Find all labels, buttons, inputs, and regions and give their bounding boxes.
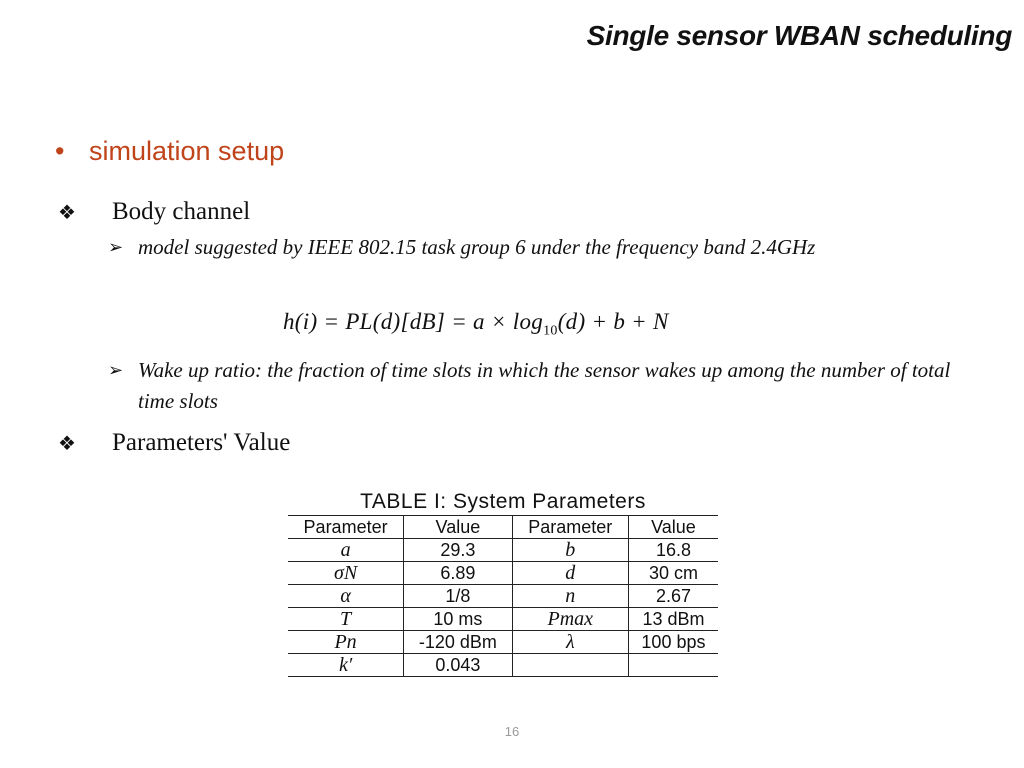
table-cell [628,654,718,677]
table-cell: 10 ms [404,608,512,631]
body-channel-point-1 [108,232,968,263]
table-cell: 0.043 [404,654,512,677]
table-row [288,562,718,585]
table-header-cell: Parameter [288,516,404,539]
parameters-table [288,490,718,677]
system-parameters-table [288,515,718,677]
table-cell: σN [288,562,404,585]
table-row [288,585,718,608]
table-cell: 13 dBm [628,608,718,631]
table-cell: Pn [288,631,404,654]
diamond-bullet-icon: ❖ [58,202,76,224]
table-row [288,608,718,631]
table-cell: α [288,585,404,608]
table-cell: -120 dBm [404,631,512,654]
arrow-bullet-icon: ➢ [108,360,124,380]
table-header-row [288,516,718,539]
diamond-bullet-icon: ❖ [58,433,76,455]
bullet-dot-icon: • [55,136,65,166]
table-cell: 29.3 [404,539,512,562]
table-caption: TABLE I: System Parameters [360,490,646,513]
path-loss-formula [283,309,669,340]
table-cell: 6.89 [404,562,512,585]
table-cell: a [288,539,404,562]
body-channel-heading [58,198,250,226]
formula-lhs: h(i) = PL(d)[dB] = a × log [283,309,544,334]
table-cell: 1/8 [404,585,512,608]
body-channel-point-2-text: Wake up ratio: the fraction of time slots in which the sensor wakes up among the number of total time slots [138,358,951,413]
section-bullet-label: simulation setup [89,136,285,166]
formula-subscript: 10 [543,323,558,339]
table-header-cell: Value [404,516,512,539]
table-cell: 2.67 [628,585,718,608]
page-number: 16 [504,724,520,739]
table-cell [512,654,628,677]
table-row [288,631,718,654]
table-cell: 16.8 [628,539,718,562]
table-cell: 100 bps [628,631,718,654]
arrow-bullet-icon: ➢ [108,237,124,257]
table-cell: b [512,539,628,562]
table-row [288,539,718,562]
table-cell: λ [512,631,628,654]
table-cell: T [288,608,404,631]
parameters-heading-label: Parameters' Value [112,429,291,456]
table-cell: n [512,585,628,608]
body-channel-heading-label: Body channel [112,198,251,225]
formula-rhs: (d) + b + N [557,309,669,334]
table-header-cell: Parameter [512,516,628,539]
table-row [288,654,718,677]
table-header-cell: Value [628,516,718,539]
table-cell: Pmax [512,608,628,631]
slide-title: Single sensor WBAN scheduling [586,20,1012,51]
table-cell: 30 cm [628,562,718,585]
parameters-heading [58,429,290,457]
body-channel-point-2 [108,355,968,417]
table-cell: d [512,562,628,585]
body-channel-point-1-text: model suggested by IEEE 802.15 task group 6 under the frequency band 2.4GHz [138,235,816,259]
table-cell: k′ [288,654,404,677]
section-bullet [55,136,284,167]
